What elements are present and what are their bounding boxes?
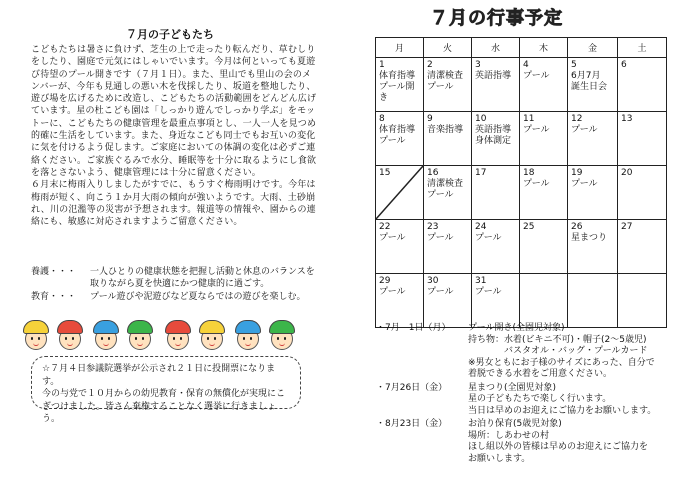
event-date: ・7月 1日（月）	[376, 323, 451, 333]
calendar-week	[376, 166, 667, 220]
children-section-title: ７月の子どもたち	[126, 28, 214, 41]
mouth-icon	[209, 342, 215, 346]
day-number: 1	[379, 60, 385, 70]
day-number: 26	[571, 222, 583, 232]
calendar-day	[520, 166, 568, 220]
calendar-day	[424, 58, 472, 112]
eye-icon	[173, 337, 175, 340]
children-illustration	[22, 318, 322, 360]
goal-label: 養護・・・	[31, 267, 77, 277]
hat-icon	[269, 320, 295, 334]
weekday-label: 火	[424, 38, 472, 58]
mouth-icon	[33, 342, 39, 346]
event-line: 当日は早めのお迎えにご協力をお願いします。	[468, 405, 657, 416]
calendar-week	[376, 58, 667, 112]
hat-icon	[93, 320, 119, 334]
child-figure-icon	[164, 318, 190, 356]
event-line: 星まつり(全園児対象)	[468, 382, 557, 393]
event-content	[468, 323, 676, 381]
goal-education	[31, 291, 321, 303]
calendar-day	[520, 58, 568, 112]
child-figure-icon	[22, 318, 48, 356]
event-line: プール開き(全園児対象)	[468, 323, 565, 333]
calendar-day	[472, 166, 520, 220]
goal-text: 一人ひとりの健康状態を把握し活動と休息のバランスを取りながら夏を快適にかつ健康的に過ごす。	[90, 267, 315, 290]
day-event: 音楽指導	[427, 125, 464, 135]
day-event: 英語指導	[475, 125, 512, 135]
day-event: 英語指導	[475, 71, 512, 81]
calendar-day	[568, 220, 618, 274]
calendar-day	[424, 274, 472, 328]
day-number: 15	[379, 168, 391, 178]
eye-icon	[243, 337, 245, 340]
day-number: 16	[427, 168, 439, 178]
day-number: 25	[523, 222, 535, 232]
calendar-empty-cell	[568, 274, 618, 328]
day-event: プール	[427, 190, 454, 200]
weekday-label: 水	[472, 38, 520, 58]
day-event: プール	[523, 71, 550, 81]
goal-care	[31, 266, 321, 291]
day-number: 12	[571, 114, 583, 124]
day-event: プール	[427, 287, 454, 297]
event-item	[376, 419, 676, 465]
day-event: 体育指導	[379, 71, 416, 81]
eye-icon	[214, 337, 216, 340]
calendar-day	[424, 166, 472, 220]
mouth-icon	[245, 342, 251, 346]
day-number: 27	[621, 222, 633, 232]
calendar-week	[376, 220, 667, 274]
event-line: 持ち物：水着(ビキニ不可)・帽子(2～5歳児)	[468, 334, 647, 345]
day-event: プール	[475, 287, 502, 297]
day-number: 30	[427, 276, 439, 286]
calendar-day	[376, 112, 424, 166]
weekday-label: 月	[376, 38, 424, 58]
event-content	[468, 383, 676, 418]
calendar-day	[376, 220, 424, 274]
eye-icon	[277, 337, 279, 340]
day-number: 29	[379, 276, 391, 286]
hat-icon	[199, 320, 225, 334]
weekday-header	[376, 38, 667, 58]
day-number: 31	[475, 276, 487, 286]
event-line: 着脱できる水着をご用意ください。	[468, 369, 613, 379]
day-number: 13	[621, 114, 633, 124]
day-event: プール	[475, 233, 502, 243]
calendar-day	[424, 220, 472, 274]
calendar-day	[520, 112, 568, 166]
day-event: 星まつり	[571, 233, 608, 243]
calendar-day	[618, 220, 667, 274]
day-number: 19	[571, 168, 583, 178]
day-number: 9	[427, 114, 433, 124]
eye-icon	[65, 337, 67, 340]
notice-line: ☆７月４日参議院選挙が公示され２１日に投開票になります。	[42, 364, 276, 387]
day-event: 清潔検査	[427, 179, 464, 189]
day-number: 2	[427, 60, 433, 70]
event-item	[376, 323, 676, 381]
day-number: 10	[475, 114, 487, 124]
eye-icon	[207, 337, 209, 340]
child-figure-icon	[234, 318, 260, 356]
day-event: プール	[379, 287, 406, 297]
day-event: 誕生日会	[571, 82, 608, 92]
calendar-week	[376, 112, 667, 166]
event-item	[376, 383, 676, 418]
day-number: 23	[427, 222, 439, 232]
event-details	[376, 323, 676, 467]
day-event: プール	[571, 125, 598, 135]
holiday-slash	[376, 166, 423, 219]
day-number: 17	[475, 168, 487, 178]
day-event: プール	[427, 82, 454, 92]
calendar-day	[376, 58, 424, 112]
mouth-icon	[175, 342, 181, 346]
child-figure-icon	[126, 318, 152, 356]
calendar-day	[618, 166, 667, 220]
eye-icon	[72, 337, 74, 340]
day-number: 24	[475, 222, 487, 232]
calendar-day	[376, 274, 424, 328]
calendar-day	[376, 166, 424, 220]
day-number: 20	[621, 168, 633, 178]
day-event: プール	[379, 136, 406, 146]
july-calendar	[375, 37, 667, 328]
child-figure-icon	[56, 318, 82, 356]
day-event: プール	[427, 233, 454, 243]
calendar-day	[424, 112, 472, 166]
calendar-week	[376, 274, 667, 328]
monthly-goals	[31, 266, 321, 303]
eye-icon	[180, 337, 182, 340]
calendar-day	[472, 274, 520, 328]
weekday-label: 木	[520, 38, 568, 58]
day-number: 3	[475, 60, 481, 70]
hat-icon	[57, 320, 83, 334]
goal-label: 教育・・・	[31, 291, 77, 302]
election-notice	[31, 356, 301, 424]
day-event: プール	[571, 179, 598, 189]
mouth-icon	[67, 342, 73, 346]
hat-icon	[235, 320, 261, 334]
calendar-day	[472, 112, 520, 166]
day-event: 清潔検査	[427, 71, 464, 81]
hat-icon	[165, 320, 191, 334]
children-article	[31, 44, 318, 228]
event-line: ※男女ともにお子様のサイズにあった、自分で	[468, 357, 655, 368]
event-date: ・8月23日（金）	[376, 419, 448, 429]
calendar-day	[520, 220, 568, 274]
day-number: 11	[523, 114, 535, 124]
schedule-title: ７月の行事予定	[430, 8, 563, 29]
mouth-icon	[137, 342, 143, 346]
mouth-icon	[103, 342, 109, 346]
day-number: 6	[621, 60, 627, 70]
eye-icon	[142, 337, 144, 340]
day-number: 4	[523, 60, 529, 70]
article-paragraph: こどもたちは暑さに負けず、芝生の上で走ったり転んだり、草むしりをしたり、園庭で元気にはしゃいでいます。今月は何といっても夏遊び待望のプール開きです（７月１日）。また、里山でも里山の会のメンバーが、今年も見通しの悪い木を伐採したり、坂道を整地したり、遊び場を広げるために改造し、こどもたちの活動範囲をどんどん広げています。星の杜こども園は「しっかり遊んでしっかり学ぶ」をモットーに、こどもたちの健康管理を最重点事項とし、一人一人を見つめ的確に生活をしています。また、身近なこども同士でもお互いの変化に気を付けるよう促します。ご家庭においての体調の変化は必ずご連絡ください。ご家族ぐるみで水分、睡眠等を十分に取るようにし食欲を落とさないよう、健康管理には十分に留意ください。	[31, 45, 317, 178]
event-line: 星の子どもたちで楽しく行います。	[468, 394, 612, 404]
calendar-empty-cell	[520, 274, 568, 328]
event-line: バスタオル・バッグ・プールカード	[468, 346, 648, 356]
eye-icon	[108, 337, 110, 340]
day-event: 身体測定	[475, 136, 512, 146]
eye-icon	[38, 337, 40, 340]
calendar-day	[618, 112, 667, 166]
day-event: プール	[523, 125, 550, 135]
child-figure-icon	[198, 318, 224, 356]
event-line: ほし組以外の皆様は早めのお迎えにご協力を	[468, 442, 649, 452]
eye-icon	[284, 337, 286, 340]
event-content	[468, 419, 676, 465]
mouth-icon	[279, 342, 285, 346]
event-line: お願いします。	[468, 453, 531, 464]
calendar-empty-cell	[618, 274, 667, 328]
calendar-day	[472, 220, 520, 274]
day-event: プール	[379, 233, 406, 243]
eye-icon	[31, 337, 33, 340]
event-date: ・7月26日（金）	[376, 382, 448, 393]
day-number: 22	[379, 222, 391, 232]
day-number: 5	[571, 60, 577, 70]
event-line: お泊り保育(5歳児対象)	[468, 419, 562, 429]
day-event: き	[379, 93, 389, 103]
notice-line: 今の与党で１０月からの幼児教育・保育の無償化が実現にこぎつけました。皆さん棄権することなく選挙に行きましょう。	[42, 389, 286, 424]
day-event: 体育指導	[379, 125, 416, 135]
child-figure-icon	[268, 318, 294, 356]
weekday-label: 土	[618, 38, 667, 58]
day-number: 8	[379, 114, 385, 124]
child-figure-icon	[92, 318, 118, 356]
calendar-day	[568, 58, 618, 112]
hat-icon	[127, 320, 153, 334]
day-number: 18	[523, 168, 535, 178]
calendar-day	[568, 112, 618, 166]
hat-icon	[23, 320, 49, 334]
eye-icon	[135, 337, 137, 340]
weekday-label: 金	[568, 38, 618, 58]
article-paragraph: ６月末に梅雨入りしましたがすでに、もうすぐ梅雨明けです。今年は梅雨が短く、向こう１か月大雨の傾向が強いようです。大雨、土砂崩れ、川の氾濫等の災害が予想されます。報道等の情報や、園からの連絡にも、敏感に対応されますようご留意ください。	[31, 180, 316, 228]
event-line: 場所：しあわせの村	[468, 430, 550, 441]
eye-icon	[101, 337, 103, 340]
goal-text: プール遊びや泥遊びなど夏ならではの遊びを楽しむ。	[90, 291, 306, 302]
calendar-day	[568, 166, 618, 220]
calendar-day	[472, 58, 520, 112]
eye-icon	[250, 337, 252, 340]
day-event: プール	[523, 179, 550, 189]
calendar-day	[618, 58, 667, 112]
day-event: 6月7月	[571, 71, 601, 81]
day-event: プール開	[379, 82, 415, 92]
